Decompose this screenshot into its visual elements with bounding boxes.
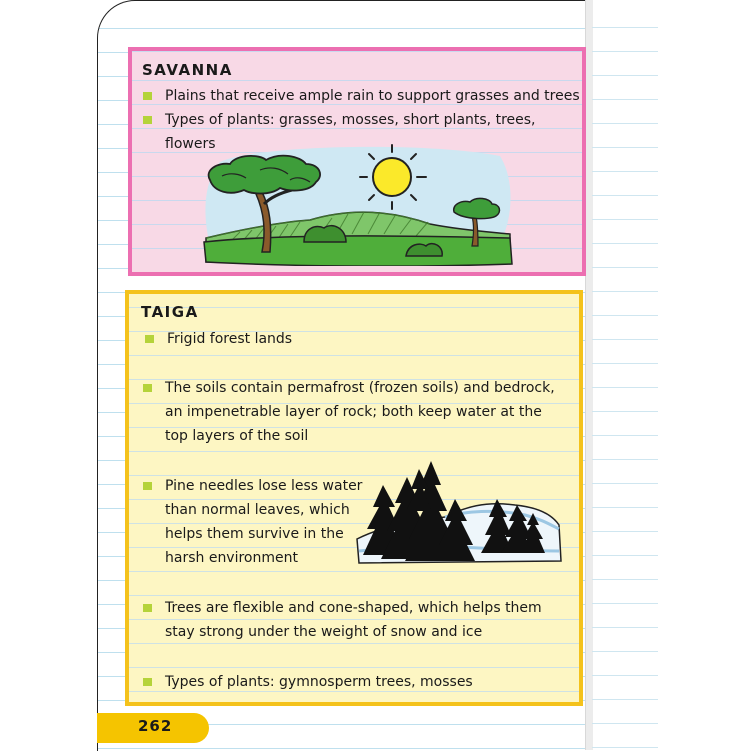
page-number: 262 <box>138 717 173 735</box>
savanna-title: SAVANNA <box>142 61 233 79</box>
savanna-bullet-1: Plains that receive ample rain to support grasses and trees <box>165 84 585 108</box>
savanna-bullet-2: Types of plants: grasses, mosses, short plants, trees, flowers <box>165 108 585 156</box>
taiga-illustration <box>355 455 565 567</box>
bullet-marker <box>143 678 152 686</box>
taiga-bullet-5: Types of plants: gymnosperm trees, mosses <box>165 670 565 694</box>
taiga-bullet-2: The soils contain permafrost (frozen soils) and bedrock, an impenetrable layer of rock; both keep water at the top layers of the soil <box>165 376 563 448</box>
taiga-bullet-3: Pine needles lose less water than normal leaves, which helps them survive in the harsh environment <box>165 474 375 570</box>
bullet-marker <box>143 116 152 124</box>
taiga-bullet-1: Frigid forest lands <box>167 327 567 351</box>
bullet-marker <box>143 604 152 612</box>
savanna-illustration <box>200 142 516 266</box>
bullet-marker <box>143 384 152 392</box>
taiga-bullet-4: Trees are flexible and cone-shaped, which helps them stay strong under the weight of snow and ice <box>165 596 565 644</box>
bullet-marker <box>143 482 152 490</box>
bullet-marker <box>143 92 152 100</box>
next-page-lines <box>592 0 658 750</box>
bullet-marker <box>145 335 154 343</box>
taiga-title: TAIGA <box>141 303 199 321</box>
